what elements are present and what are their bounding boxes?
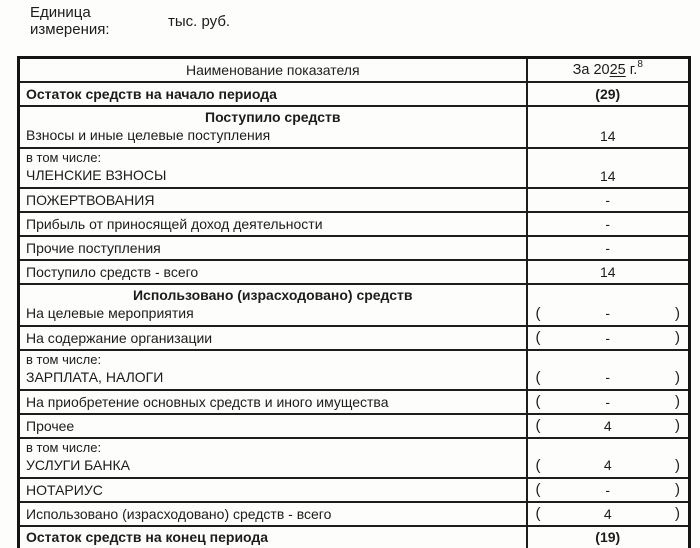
- paren-open: (: [535, 481, 541, 498]
- period-suffix: г.: [625, 61, 638, 78]
- row-label: УСЛУГИ БАНКА: [26, 456, 130, 473]
- unit-of-measure-value: тыс. руб.: [168, 13, 231, 30]
- row-label: На приобретение основных средств и иного имущества: [26, 393, 389, 410]
- paren-close: ): [675, 304, 680, 322]
- paren-open: (: [535, 393, 541, 410]
- paren-close: ): [675, 456, 680, 474]
- row-value: -: [605, 305, 611, 321]
- table-row-membership-fees: [19, 148, 690, 188]
- table-row-salary-taxes: [19, 350, 690, 390]
- row-label: ЗАРПЛАТА, НАЛОГИ: [26, 368, 164, 385]
- unit-label-line1: Единица: [30, 4, 91, 21]
- table-row-donations: [19, 188, 690, 212]
- table-row-fixed-assets: [19, 390, 690, 414]
- table-row-org-upkeep: [19, 326, 690, 350]
- row-value: 4: [603, 417, 612, 434]
- row-label: ПОЖЕРТВОВАНИЯ: [26, 191, 155, 208]
- section-title: Поступило средств: [205, 108, 341, 125]
- table-row-total-used: [19, 502, 690, 526]
- row-value: 14: [599, 263, 616, 280]
- table-row-notary: [19, 478, 690, 502]
- period-year-underlined: 25: [609, 61, 626, 78]
- row-label: Остаток средств на начало периода: [26, 85, 277, 102]
- row-value: 4: [603, 505, 612, 522]
- funds-report-table: [17, 56, 691, 548]
- table-row-profit: [19, 212, 690, 236]
- unit-of-measure-label: [30, 4, 110, 38]
- paren-open: (: [535, 368, 541, 386]
- row-label: Прочие поступления: [26, 239, 161, 256]
- row-label: Поступило средств - всего: [26, 263, 199, 280]
- period-prefix: За 20: [572, 61, 610, 78]
- paren-open: (: [535, 417, 541, 434]
- row-label: НОТАРИУС: [26, 481, 103, 498]
- table-row-targeted-activities: [19, 284, 690, 326]
- paren-open: (: [535, 329, 541, 346]
- row-label: Взносы и иные целевые поступления: [26, 126, 271, 143]
- row-label: Прибыль от приносящей доход деятельности: [26, 215, 323, 232]
- row-label: ЧЛЕНСКИЕ ВЗНОСЫ: [26, 166, 167, 183]
- row-label: На содержание организации: [26, 329, 213, 346]
- row-sublabel-prefix: в том числе:: [26, 351, 102, 367]
- table-row-bank-services: [19, 438, 690, 478]
- table-row-opening-balance: [19, 82, 690, 106]
- section-title: Использовано (израсходовано) средств: [132, 286, 413, 303]
- table-row-other-spending: [19, 414, 690, 438]
- row-value: -: [605, 215, 611, 232]
- paren-close: ): [675, 417, 680, 434]
- row-value: -: [605, 481, 611, 498]
- paren-close: ): [675, 368, 680, 386]
- paren-close: ): [675, 505, 680, 522]
- row-label: На целевые мероприятия: [26, 304, 194, 321]
- row-value: (29): [595, 85, 621, 102]
- column-header-period: [527, 58, 690, 82]
- row-value: -: [605, 191, 611, 208]
- paren-close: ): [675, 329, 680, 346]
- row-value: -: [605, 369, 611, 385]
- row-label: Прочее: [26, 417, 75, 434]
- row-value: -: [605, 393, 611, 410]
- paren-open: (: [535, 505, 541, 522]
- row-value: 14: [599, 127, 616, 144]
- row-label: Использовано (израсходовано) средств - всего: [26, 505, 332, 522]
- column-header-name: Наименование показателя: [19, 58, 527, 82]
- table-header-row: [19, 58, 690, 82]
- row-value: -: [605, 329, 611, 346]
- row-value: 4: [603, 457, 612, 473]
- table-row-contributions: [19, 106, 690, 148]
- row-value: -: [605, 239, 611, 256]
- table-row-total-received: [19, 260, 690, 284]
- paren-close: ): [675, 481, 680, 498]
- row-value: (19): [595, 529, 621, 546]
- unit-label-line2: измерения:: [30, 21, 110, 38]
- row-value: 14: [599, 167, 616, 184]
- unit-of-measure-block: [0, 0, 700, 50]
- period-footnote-mark: 8: [637, 58, 643, 70]
- paren-close: ): [675, 393, 680, 410]
- table-row-other-receipts: [19, 236, 690, 260]
- table-row-closing-balance: [19, 526, 690, 548]
- row-label: Остаток средств на конец периода: [26, 529, 269, 546]
- paren-open: (: [535, 456, 541, 474]
- paren-open: (: [535, 304, 541, 322]
- row-sublabel-prefix: в том числе:: [26, 149, 102, 165]
- row-sublabel-prefix: в том числе:: [26, 439, 102, 455]
